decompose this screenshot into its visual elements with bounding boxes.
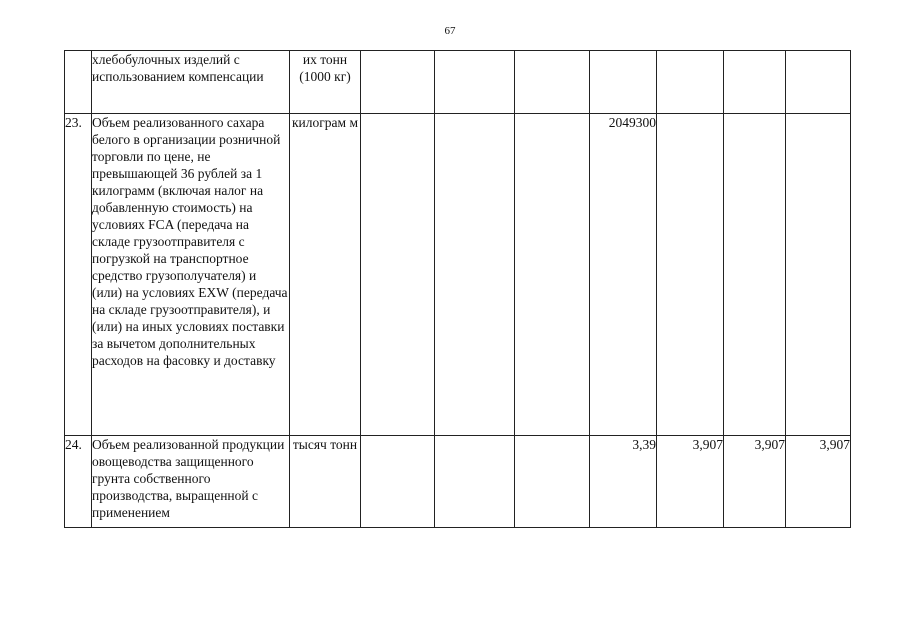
table-row [65,51,851,114]
table-row [65,114,851,436]
description-cell: Объем реализованной продукции овощеводства защищенного грунта собственного производства, выращенной с применением [92,436,290,528]
row-number-cell [65,51,92,114]
unit-cell: тысяч тонн [290,436,361,528]
value-cell [435,436,515,528]
table-row [65,436,851,528]
row-number-cell: 23. [65,114,92,436]
value-cell [786,114,851,436]
data-table [64,50,851,528]
value-cell: 3,907 [724,436,786,528]
value-cell [361,51,435,114]
value-cell [515,114,590,436]
value-cell [515,51,590,114]
value-cell [657,114,724,436]
value-cell [724,51,786,114]
value-cell: 2049300 [590,114,657,436]
value-cell: 3,39 [590,436,657,528]
unit-cell: килограм м [290,114,361,436]
row-number-cell: 24. [65,436,92,528]
value-cell: 3,907 [786,436,851,528]
page-number: 67 [444,25,456,37]
value-cell [786,51,851,114]
description-cell: хлебобулочных изделий с использованием компенсации [92,51,290,114]
unit-cell: их тонн (1000 кг) [290,51,361,114]
value-cell: 3,907 [657,436,724,528]
value-cell [361,436,435,528]
value-cell [435,51,515,114]
value-cell [361,114,435,436]
value-cell [657,51,724,114]
value-cell [724,114,786,436]
value-cell [515,436,590,528]
description-cell: Объем реализованного сахара белого в организации розничной торговли по цене, не превышающей 36 рублей за 1 килограмм (включая налог на добавленную стоимость) на условиях FCA (передача на складе грузоотправителя с погрузкой на транспортное средство грузополучателя) и (или) на условиях EXW (передача на складе грузоотправителя), и (или) на иных условиях поставки за вычетом дополнительных расходов на фасовку и доставку [92,114,290,436]
value-cell [435,114,515,436]
value-cell [590,51,657,114]
